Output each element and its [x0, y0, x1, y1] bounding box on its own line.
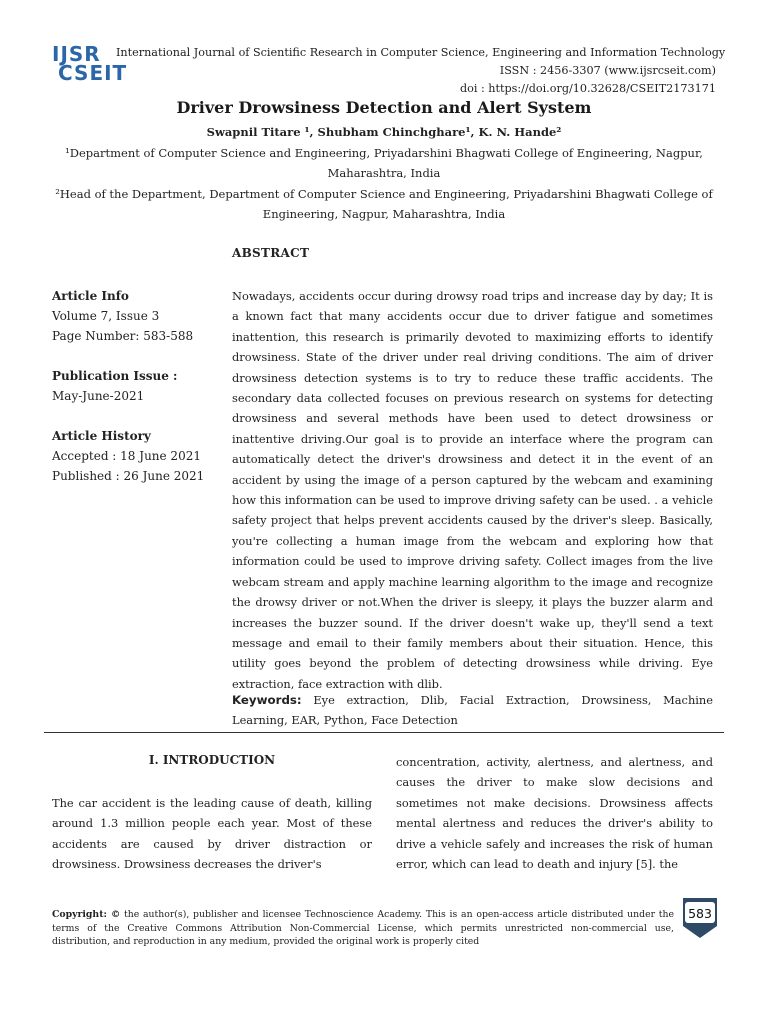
publication-issue-heading: Publication Issue : — [52, 369, 178, 383]
abstract-text: Nowadays, accidents occur during drowsy road trips and increase day by day; It is a known fact that many accidents occur due to driver fatigue and sometimes inattention, this research is primarily devoted to maximizing efforts to identify drowsiness. State of the driver under real driving conditions. The aim of driver drowsiness detection systems is to try to reduce these traffic accidents. The secondary data collected focuses on previous research on systems for detecting drowsiness and several methods have been used to detect drowsiness or inattentive driving.Our goal is to provide an interface where the program can automatically detect the driver's drowsiness and detect it in the event of an accident by using the image of a person captured by the webcam and examining how this information can be used to improve driving safety can be used. . a vehicle safety project that helps prevent accidents caused by the driver's sleep. Basically, you're collecting a human image from the webcam and exploring how that information could be used to improve driving safety. Collect images from the live webcam stream and apply machine learning algorithm to the image and recognize the drowsy driver or not.When the driver is sleepy, it plays the buzzer alarm and increases the buzzer sound. If the driver doesn't wake up, they'll send a text message and email to their family members about their situation. Hence, this utility goes beyond the problem of detecting drowsiness while driving. Eye extraction, face extraction with dlib. — [232, 289, 713, 691]
introduction-left-column: The car accident is the leading cause of death, killing around 1.3 million people each year. Most of these accidents are caused by driver distraction or drowsiness. Drowsiness decreases the driver's — [52, 796, 372, 872]
page-number-badge — [681, 896, 719, 940]
copyright-label: Copyright: © — [52, 909, 121, 920]
page-number: 583 — [688, 906, 712, 921]
article-page-number: Page Number: 583-588 — [52, 329, 194, 343]
abstract-heading: ABSTRACT — [232, 246, 310, 260]
journal-name: International Journal of Scientific Research in Computer Science, Engineering and Information Technology — [116, 46, 726, 59]
published-date: Published : 26 June 2021 — [52, 469, 205, 483]
journal-doi[interactable]: doi : https://doi.org/10.32628/CSEIT2173171 — [459, 82, 716, 95]
article-history-heading: Article History — [52, 429, 151, 443]
copyright-text: the author(s), publisher and licensee Technoscience Academy. This is an open-access article distributed under the terms of the Creative Commons Attribution Non-Commercial License, which permits unrestricted non-commercial use, distribution, and reproduction in any medium, provided the original work is properly cited — [52, 909, 675, 947]
section-divider — [44, 732, 724, 733]
paper-title: Driver Drowsiness Detection and Alert System — [176, 98, 592, 117]
copyright-notice — [52, 908, 674, 949]
keywords-list: Eye extraction, Dlib, Facial Extraction, Drowsiness, Machine Learning, EAR, Python, Face Detection — [232, 693, 713, 727]
logo-text-top: IJSR — [52, 42, 101, 66]
affiliation-1: ¹Department of Computer Science and Engineering, Priyadarshini Bhagwati College of Engineering, Nagpur, Maharashtra, India — [65, 146, 703, 180]
article-volume: Volume 7, Issue 3 — [52, 309, 160, 323]
shield-badge-icon — [681, 896, 719, 940]
publication-issue: May-June-2021 — [52, 389, 145, 403]
logo-text-bottom: CSEIT — [58, 61, 128, 85]
paper-authors: Swapnil Titare ¹, Shubham Chinchghare¹, K. N. Hande² — [206, 125, 562, 139]
introduction-heading: I. INTRODUCTION — [148, 753, 276, 767]
article-info — [52, 286, 222, 486]
keywords — [232, 690, 713, 730]
introduction-right-column: concentration, activity, alertness, and alertness, and causes the driver to make slow decisions and sometimes not make decisions. Drowsiness affects mental alertness and reduces the driver's ability to drive a vehicle safely and increases the risk of human error, which can lead to death and injury [5]. the — [396, 755, 713, 872]
journal-issn: ISSN : 2456-3307 (www.ijsrcseit.com) — [499, 64, 716, 77]
article-info-heading: Article Info — [52, 289, 129, 303]
keywords-label: Keywords: — [232, 693, 302, 707]
journal-header — [116, 44, 726, 98]
affiliation-2: ²Head of the Department, Department of Computer Science and Engineering, Priyadarshini Bhagwati College of Engineering, Nagpur, Maharashtra, India — [55, 187, 713, 221]
accepted-date: Accepted : 18 June 2021 — [52, 449, 201, 463]
